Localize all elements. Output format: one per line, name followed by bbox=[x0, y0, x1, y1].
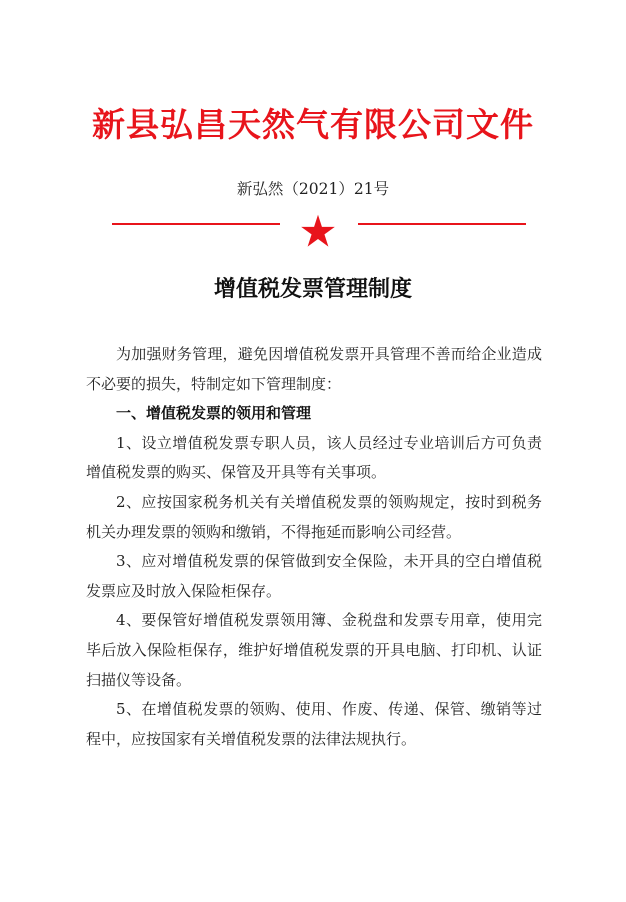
intro-paragraph: 为加强财务管理，避免因增值税发票开具管理不善而给企业造成不必要的损失，特制定如下管理制度： bbox=[86, 345, 542, 393]
org-title: 新县弘昌天然气有限公司文件 bbox=[92, 105, 534, 144]
document-title: 增值税发票管理制度 bbox=[213, 276, 412, 302]
list-item: 4、要保管好增值税发票领用簿、金税盘和发票专用章，使用完毕后放入保险柜保存，维护好增值税发票的开具电脑、打印机、认证扫描仪等设备。 bbox=[86, 611, 542, 689]
section-heading: 一、增值税发票的领用和管理 bbox=[116, 404, 312, 423]
divider-line-right bbox=[358, 223, 526, 225]
document-number: 新弘然（2021）21号 bbox=[236, 180, 390, 198]
divider-line-left bbox=[112, 223, 280, 225]
star-icon bbox=[300, 214, 336, 248]
list-item: 5、在增值税发票的领购、使用、作废、传递、保管、缴销等过程中，应按国家有关增值税发票的法律法规执行。 bbox=[86, 700, 542, 748]
list-item: 3、应对增值税发票的保管做到安全保险，未开具的空白增值税发票应及时放入保险柜保存。 bbox=[86, 552, 542, 600]
list-item: 2、应按国家税务机关有关增值税发票的领购规定，按时到税务机关办理发票的领购和缴销，不得拖延而影响公司经营。 bbox=[86, 492, 542, 541]
list-item: 1、设立增值税发票专职人员，该人员经过专业培训后方可负责增值税发票的购买、保管及开具等有关事项。 bbox=[86, 433, 542, 482]
red-divider bbox=[0, 216, 626, 244]
document-body bbox=[86, 340, 542, 754]
